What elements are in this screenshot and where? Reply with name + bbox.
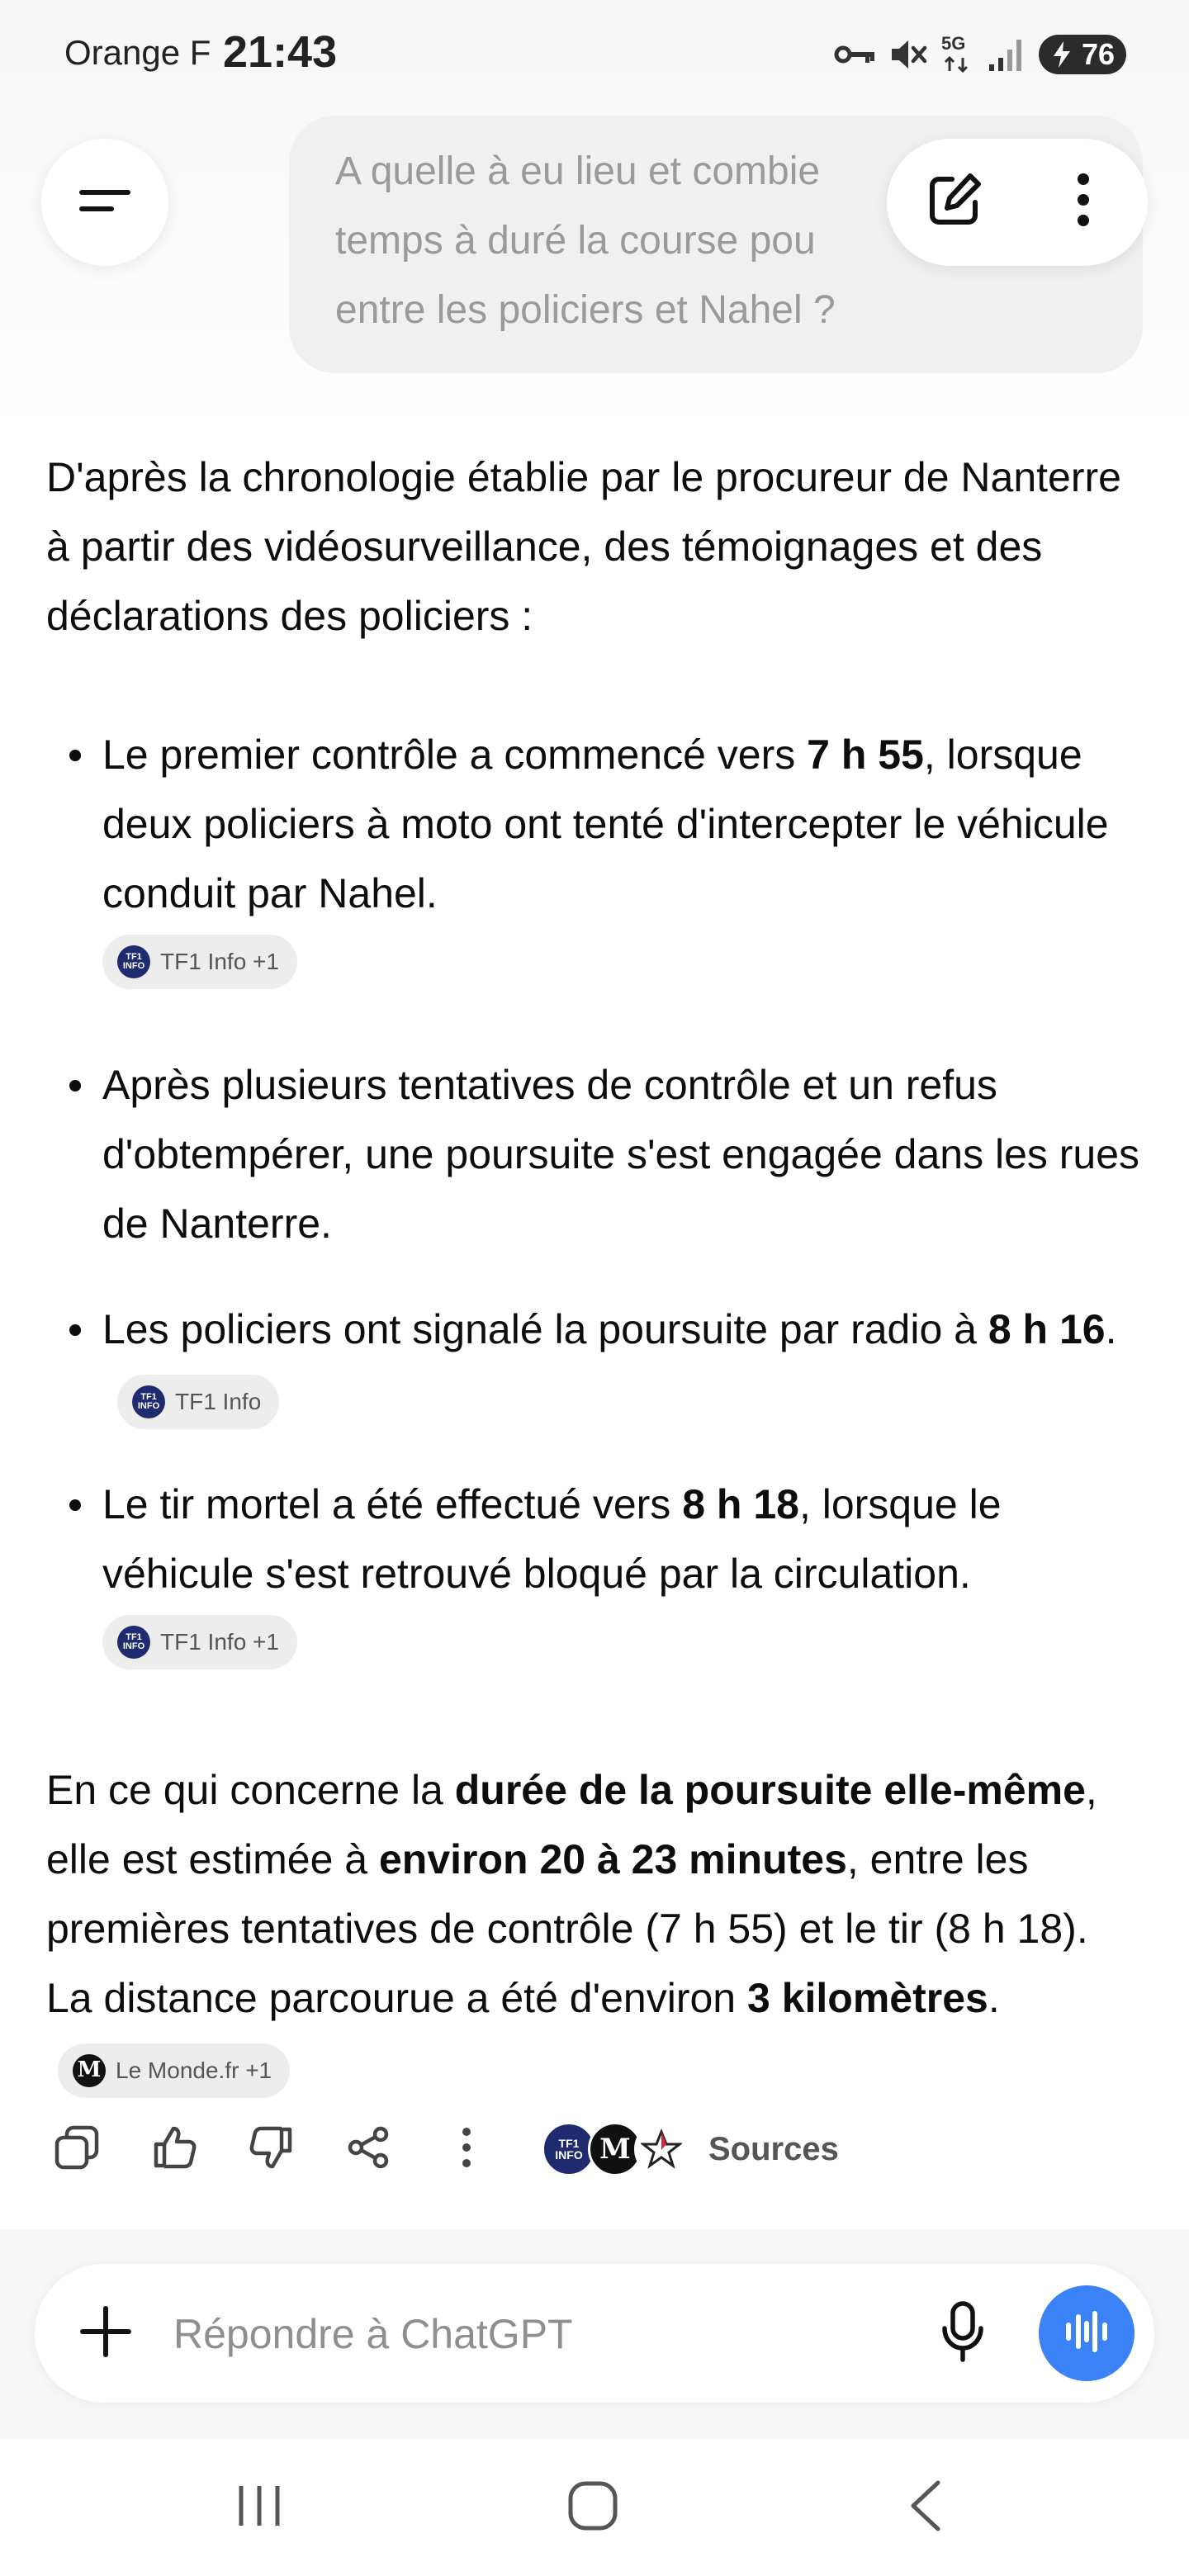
bold-time: 8 h 18 <box>682 1481 799 1527</box>
more-options-button[interactable] <box>1040 159 1126 244</box>
share-icon <box>346 2124 392 2175</box>
bold-time: 7 h 55 <box>807 732 924 778</box>
thumbs-down-button[interactable] <box>241 2119 302 2180</box>
back-button[interactable] <box>883 2470 966 2545</box>
source-chip-tf1[interactable]: TF1 INFO TF1 Info +1 <box>102 935 297 989</box>
more-vertical-icon <box>460 2124 473 2175</box>
tf1-logo-icon: TF1 INFO <box>132 1385 165 1418</box>
attach-button[interactable] <box>64 2292 147 2375</box>
recent-apps-button[interactable] <box>218 2470 301 2545</box>
battery-icon <box>1039 35 1126 74</box>
composer <box>35 2264 1154 2403</box>
new-chat-button[interactable] <box>912 159 997 244</box>
menu-button[interactable] <box>41 139 168 266</box>
message-actions <box>46 2112 1144 2186</box>
tf1-logo-icon: TF1 INFO <box>117 945 150 978</box>
sources-button[interactable] <box>542 2117 839 2181</box>
more-actions-button[interactable] <box>436 2119 497 2180</box>
thumbs-up-button[interactable] <box>144 2119 205 2180</box>
header-actions <box>887 139 1148 266</box>
bullet-item: Après plusieurs tentatives de contrôle et un refus d'obtempérer, une poursuite s'est engagée dans les rues de Nanterre. <box>46 1050 1144 1258</box>
copy-button[interactable] <box>46 2119 107 2180</box>
back-icon <box>907 2479 943 2536</box>
answer-intro: D'après la chronologie établie par le procureur de Nanterre à partir des vidéosurveillance, des témoignages et des déclarations des policiers : <box>46 454 1121 639</box>
voice-mode-button[interactable] <box>1039 2285 1135 2381</box>
home-icon <box>567 2480 618 2536</box>
key-icon <box>834 42 877 67</box>
status-icons <box>834 31 1126 78</box>
recent-apps-icon <box>234 2483 284 2533</box>
source-chip-lemonde[interactable]: M Le Monde.fr +1 <box>58 2043 290 2098</box>
answer-bullet-list <box>46 720 1144 1673</box>
bold-time: 8 h 16 <box>988 1306 1106 1352</box>
source-chip-tf1[interactable]: TF1 INFO TF1 Info +1 <box>102 1615 297 1669</box>
system-navigation-bar <box>0 2439 1189 2576</box>
menu-icon <box>78 182 131 223</box>
sources-logos <box>542 2122 689 2176</box>
lemonde-logo-icon: M <box>73 2054 106 2087</box>
answer-conclusion: En ce qui concerne la durée de la poursuite elle-même, elle est estimée à environ 20 à 23 minutes, entre les premières tentatives de contrôle (7 h 55) et le tir (8 h 18). La distance parcourue a été d'environ 3 kilomètres. M Le Monde.fr +1 <box>46 1755 1144 2102</box>
voice-mode-icon <box>1062 2308 1111 2359</box>
carrier-name: Orange F <box>64 33 211 72</box>
bullet-item: Le tir mortel a été effectué vers 8 h 18, lorsque le véhicule s'est retrouvé bloqué par la circulation. TF1 INFO TF1 Info +1 <box>46 1470 1144 1673</box>
user-message-line: A quelle à eu lieu et combie <box>335 149 821 193</box>
thumbs-down-icon <box>249 2124 295 2175</box>
message-input[interactable] <box>172 2299 918 2370</box>
sources-label: Sources <box>708 2130 839 2167</box>
status-bar <box>0 0 1189 109</box>
network-5g-icon: 5G <box>940 33 976 76</box>
lemonde-logo-icon: M <box>588 2122 642 2176</box>
user-message-line: entre les policiers et Nahel ? <box>335 288 836 332</box>
status-clock: 21:43 <box>223 27 338 77</box>
tf1-logo-icon: TF1 INFO <box>117 1626 150 1659</box>
thumbs-up-icon <box>151 2124 197 2175</box>
share-button[interactable] <box>339 2119 400 2180</box>
user-message-line: temps à duré la course pou <box>335 219 816 263</box>
mute-icon <box>888 36 928 73</box>
assistant-message <box>46 443 1144 2102</box>
home-button[interactable] <box>552 2470 634 2545</box>
copy-icon <box>54 2124 100 2175</box>
source-chip-tf1[interactable]: TF1 INFO TF1 Info <box>117 1375 279 1429</box>
battery-level: 76 <box>1081 37 1115 71</box>
more-vertical-icon <box>1075 171 1092 233</box>
signal-icon <box>988 36 1027 73</box>
bullet-item: Le premier contrôle a commencé vers 7 h 55, lorsque deux policiers à moto ont tenté d'intercepter le véhicule conduit par Nahel. TF1 INFO TF1 Info +1 <box>46 720 1144 992</box>
plus-icon <box>79 2305 132 2362</box>
edit-icon <box>926 171 983 233</box>
tf1-logo-icon: TF1 INFO <box>542 2122 596 2176</box>
dictation-button[interactable] <box>921 2292 1004 2375</box>
microphone-icon <box>940 2300 986 2367</box>
star-logo-icon <box>634 2122 689 2176</box>
bullet-item: Les policiers ont signalé la poursuite par radio à 8 h 16. TF1 INFO TF1 Info <box>46 1295 1144 1433</box>
